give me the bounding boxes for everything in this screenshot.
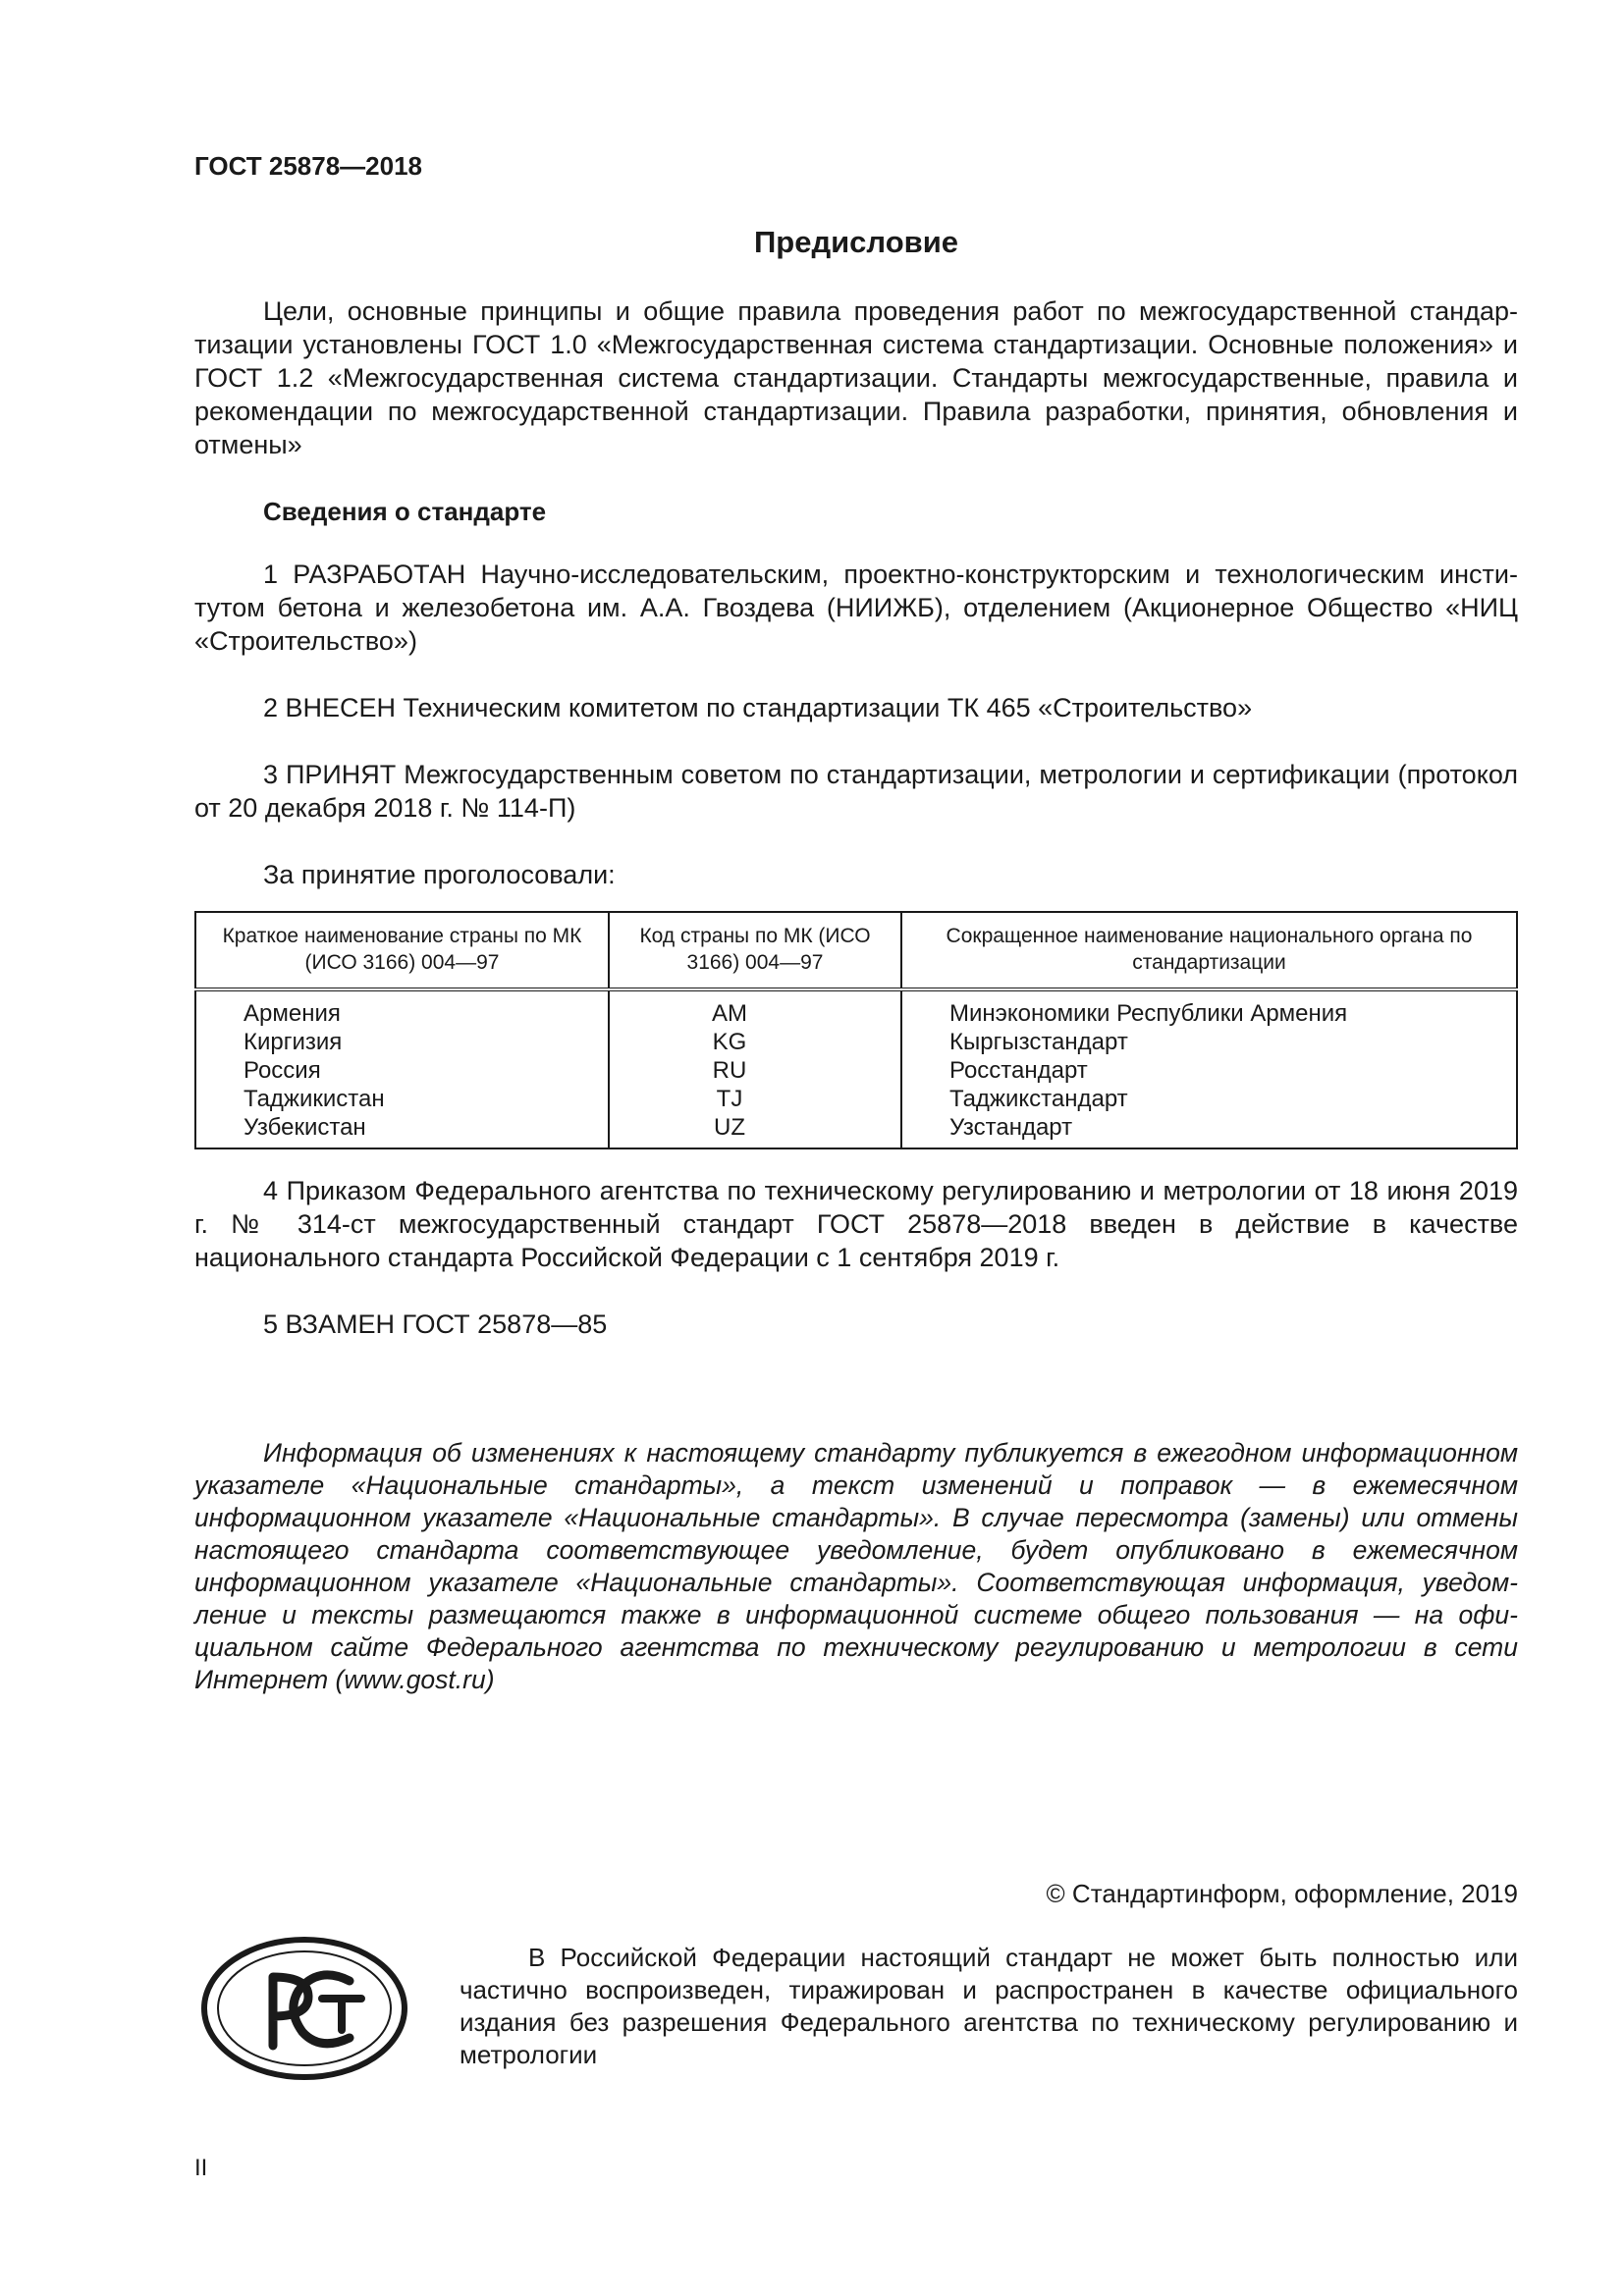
item-1-developed: 1 РАЗРАБОТАН Научно-исследовательским, проектно-конструкторским и технологическим институтом бетона и железобетона им. А.А. Гвоздева (НИИЖБ), отделением (Акционерное Общество «НИЦ «Строительство») [194, 560, 1518, 656]
section-heading: Сведения о стандарте [263, 497, 547, 526]
table-row [195, 1085, 1517, 1113]
cell-country: Узбекистан [195, 1113, 609, 1148]
cell-country: Армения [195, 989, 609, 1028]
cell-body: Таджикстандарт [949, 1086, 1128, 1112]
item-3-adopted: 3 ПРИНЯТ Межгосударственным советом по стандартизации, метрологии и сертификации (протокол от 20 декабря 2018 г. № 114-П) [194, 760, 1518, 823]
intro-paragraph: Цели, основные принципы и общие правила проведения работ по межгосударственной стандартизации установлены ГОСТ 1.0 «Межгосударственная система стандартизации. Основные положения» и ГОСТ 1.2 «Межгосударственная система стандартизации. Стандарты межгосударственные, правила и рекомендации по межгосударственной стандартизации. Правила разработки, принятия, обновления и отмены» [194, 296, 1518, 459]
table-header-row [195, 912, 1517, 989]
copyright-line: © Стандартинформ, оформление, 2019 [1046, 1879, 1518, 1908]
voted-label: За принятие проголосовали: [263, 860, 616, 889]
cell-code: UZ [609, 1113, 901, 1148]
cell-body: Минэкономики Республики Армения [949, 1000, 1348, 1027]
document-page [194, 0, 1518, 2296]
page-title: Предисловие [753, 225, 958, 259]
page-number: II [194, 2155, 208, 2181]
cell-code: KG [609, 1028, 901, 1056]
column-header-body: Сокращенное наименование национального органа по стандартизации [946, 925, 1473, 974]
cell-body: Кыргызстандарт [949, 1029, 1128, 1055]
cell-body: Росстандарт [949, 1057, 1088, 1084]
column-header-country: Краткое наименование страны по МК (ИСО 3166) 004—97 [195, 912, 609, 989]
table-row [195, 1113, 1517, 1148]
column-header-code: Код страны по МК (ИСО 3166) 004—97 [609, 912, 901, 989]
item-2-submitted: 2 ВНЕСЕН Техническим комитетом по стандартизации ТК 465 «Строительство» [263, 693, 1253, 722]
cell-body: Узстандарт [949, 1114, 1073, 1141]
table-row [195, 1056, 1517, 1085]
item-5-replaces: 5 ВЗАМЕН ГОСТ 25878—85 [263, 1309, 608, 1339]
voting-countries-table [194, 911, 1518, 1149]
reproduction-notice: В Российской Федерации настоящий стандарт не может быть полностью или частично воспроизведен, тиражирован и распространен в качестве официального издания без разрешения Федерального агентства по техническому регулированию и метрологии [460, 1943, 1518, 2069]
item-4-order: 4 Приказом Федерального агентства по техническому регулированию и метрологии от 18 июня 2019 г. № 314-ст межгосударственный стандарт ГОСТ 25878—2018 введен в действие в качестве национального стандарта Российской Федерации с 1 сентября 2019 г. [194, 1176, 1518, 1272]
cell-code: AM [609, 989, 901, 1028]
cell-country: Киргизия [195, 1028, 609, 1056]
table-row [195, 1028, 1517, 1056]
cell-code: TJ [609, 1085, 901, 1113]
changes-information-notice: Информация об изменениях к настоящему стандарту публикуется в ежегодном информационном указателе «Национальные стандарты», а текст изменений и поправок — в ежемесячном информационном указателе «Национальные стандарты». В случае пересмотра (замены) или отмены настоящего стандарта соответствующее уведомление, будет опубликовано в ежемесячном информационном указателе «Национальные стандарты». Соответствующая информация, уведомление и тексты размещаются также в информационной системе общего пользования — на официальном сайте Федерального агентства по техническому регулированию и метрологии в сети Интернет (www.gost.ru) [194, 1438, 1518, 1694]
table-row [195, 989, 1517, 1028]
document-code-header: ГОСТ 25878—2018 [194, 151, 422, 181]
cell-code: RU [609, 1056, 901, 1085]
cell-country: Таджикистан [195, 1085, 609, 1113]
gost-r-certification-mark-icon [200, 1936, 408, 2081]
cell-country: Россия [195, 1056, 609, 1085]
